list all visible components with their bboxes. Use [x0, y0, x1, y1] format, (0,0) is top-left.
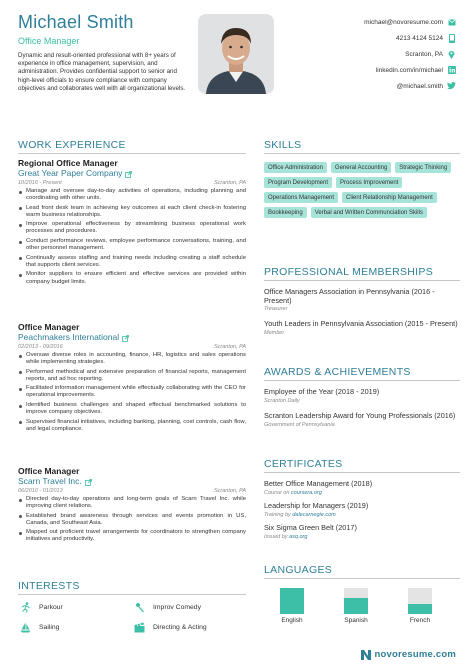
skill-tag: Process Improvement [336, 177, 402, 188]
section-title-memberships-text: PROFESSIONAL MEMBERSHIPS [264, 266, 434, 278]
job-bullet: Established brand awareness through services and events promotion in US, Canada, and Southeast Asia. [18, 513, 246, 527]
award-issuer: Government of Pennsylvania [264, 421, 335, 428]
contact-location-text: Scranton, PA [405, 50, 443, 58]
certificate-title: Leadership for Managers (2019) [264, 501, 369, 510]
skill-tag: General Accounting [331, 162, 391, 173]
job-dates: 02/2013 - 09/2016 [18, 344, 63, 350]
membership-item [264, 288, 460, 312]
job-bullet: Identified business challenges and shaped effectual benchmarked solutions to improve company objectives. [18, 402, 246, 416]
job-bullet: Continually assess staffing and training needs including creating a staff schedule that supports client services. [18, 255, 246, 269]
brand-name: novoresume.com [374, 648, 456, 660]
certificate-source [264, 490, 460, 496]
language-name: French [409, 617, 431, 624]
language-name: Spanish [344, 617, 368, 624]
language-item [392, 588, 448, 624]
email-icon [447, 18, 456, 27]
microphone-icon [134, 602, 145, 613]
section-title-interests-text: INTERESTS [18, 580, 80, 592]
job-company-text: Scarn Travel Inc. [18, 476, 82, 486]
job-company[interactable] [18, 332, 246, 342]
certificate-title: Six Sigma Green Belt (2017) [264, 523, 357, 532]
contact-email[interactable] [286, 14, 456, 30]
skill-tag: Office Administration [264, 162, 327, 173]
language-level-bar [280, 588, 304, 614]
contact-phone-text: 4213 4124 5124 [396, 34, 443, 42]
section-title-awards-text: AWARDS & ACHIEVEMENTS [264, 366, 411, 378]
section-title-languages [264, 564, 460, 579]
language-item [264, 588, 320, 624]
job-meta [18, 488, 246, 494]
clapperboard-icon [134, 622, 145, 633]
job-entry [18, 322, 246, 435]
candidate-role: Office Manager [18, 36, 80, 46]
job-title: Office Manager [18, 322, 80, 332]
skill-tag: Client Relationship Management [342, 192, 437, 203]
language-level-bar [344, 588, 368, 614]
language-level-fill [344, 598, 368, 614]
runner-icon [20, 602, 31, 613]
job-company-text: Peachmakers International [18, 332, 120, 342]
contact-twitter[interactable] [286, 78, 456, 94]
job-bullet: Lead front desk team in achieving key outcomes at each client check-in fostering warm business relationships. [18, 205, 246, 219]
interest-label: Improv Comedy [153, 604, 201, 611]
summary-text: Dynamic and result-oriented professional with 8+ years of experience in office management, supervision, and administration. Provides confidential support to senior and high-level officials to ensure compliance with company objectives and collaborates well with all organizational levels. [18, 52, 186, 92]
certificate-source [264, 534, 460, 540]
language-list [264, 588, 460, 624]
phone-icon [447, 34, 456, 43]
job-bullets [18, 188, 246, 286]
job-bullet: Supervised financial initiatives, including banking, planning, cost controls, cash flow, and legal compliance. [18, 419, 246, 433]
membership-item [264, 320, 460, 336]
skills-list [264, 162, 460, 218]
membership-title: Youth Leaders in Pennsylvania Association (2015 - Present) [264, 319, 458, 328]
job-location: Scranton, PA [214, 180, 246, 186]
job-dates: 10/2016 - Present [18, 180, 62, 186]
sailboat-icon [20, 622, 31, 633]
certificate-link[interactable]: coursera.org [290, 489, 322, 496]
job-entry [18, 158, 246, 288]
language-name: English [281, 617, 303, 624]
section-title-languages-text: LANGUAGES [264, 564, 333, 576]
job-company[interactable] [18, 168, 246, 178]
job-meta [18, 344, 246, 350]
certificate-item [264, 524, 460, 540]
interest-label: Sailing [39, 624, 60, 631]
contact-twitter-text: @michael.smith [396, 82, 443, 90]
interest-item [20, 602, 63, 613]
certificate-item [264, 502, 460, 518]
job-location: Scranton, PA [214, 488, 246, 494]
job-bullet: Oversaw diverse roles in accounting, finance, HR, logistics and sales operations while implementing strategies. [18, 352, 246, 366]
skill-tag: Verbal and Written Communciation Skills [311, 207, 427, 218]
job-company[interactable] [18, 476, 246, 486]
novoresume-logo-icon [360, 648, 372, 660]
job-company-text: Great Year Paper Company [18, 168, 123, 178]
external-link-icon [85, 478, 92, 485]
award-item [264, 412, 460, 428]
skill-tag: Bookkeeping [264, 207, 307, 218]
contact-email-text: michael@novoresume.com [364, 18, 443, 26]
certificate-link[interactable]: dalecarnegie.com [292, 511, 336, 518]
certificate-prefix: Course on [264, 489, 291, 496]
contact-linkedin[interactable] [286, 62, 456, 78]
section-title-skills-text: SKILLS [264, 139, 302, 151]
certificate-link[interactable]: asq.org [289, 533, 308, 540]
section-title-awards [264, 366, 460, 381]
certificate-prefix: Issued by [264, 533, 290, 540]
membership-title: Office Managers Association in Pennsylvania (2016 - Present) [264, 287, 435, 305]
job-title: Office Manager [18, 466, 80, 476]
membership-role: Treasurer [264, 306, 288, 312]
twitter-icon [447, 82, 456, 91]
location-icon [447, 50, 456, 59]
candidate-name: Michael Smith [18, 12, 134, 32]
job-bullets [18, 352, 246, 433]
brand-logo[interactable] [360, 648, 456, 660]
skill-tag: Strategic Thinking [395, 162, 451, 173]
contact-location [286, 46, 456, 62]
job-bullets [18, 496, 246, 544]
job-bullet: Facilitated information management while effectually collaborating with the CEO for operational improvements. [18, 385, 246, 399]
membership-role: Member [264, 329, 285, 336]
external-link-icon [125, 170, 132, 177]
interest-label: Directing & Acting [153, 624, 207, 631]
interest-label: Parkour [39, 604, 63, 611]
certificate-prefix: Training by [264, 511, 293, 518]
interest-item [20, 622, 59, 633]
language-level-bar [408, 588, 432, 614]
award-title: Scranton Leadership Award for Young Professionals (2016) [264, 411, 456, 420]
job-meta [18, 180, 246, 186]
contact-phone[interactable] [286, 30, 456, 46]
skill-tag: Program Development [264, 177, 332, 188]
section-title-memberships [264, 266, 460, 281]
job-dates: 06/2010 - 01/2013 [18, 488, 63, 494]
certificate-item [264, 480, 460, 496]
job-bullet: Mapped out proficient travel arrangements for coordinators to strengthen company initiatives and productivity. [18, 529, 246, 543]
job-entry [18, 466, 246, 546]
certificate-title: Better Office Management (2018) [264, 479, 373, 488]
linkedin-icon [447, 66, 456, 75]
job-bullet: Manage and oversee day-to-day activities of operations, including planning and coordinating with other units. [18, 188, 246, 202]
job-location: Scranton, PA [214, 344, 246, 350]
skill-tag: Operations Management [264, 192, 338, 203]
language-item [328, 588, 384, 624]
language-level-fill [408, 604, 432, 614]
section-title-work-text: WORK EXPERIENCE [18, 139, 126, 151]
external-link-icon [122, 334, 129, 341]
award-title: Employee of the Year (2018 - 2019) [264, 387, 380, 396]
interest-item [134, 622, 207, 633]
award-issuer: Scranton Daily [264, 397, 300, 404]
job-bullet: Performed methodical and extensive preparation of financial reports, management reports, and ad hoc reporting. [18, 369, 246, 383]
contact-linkedin-text: linkedin.com/in/michael [375, 66, 443, 74]
contact-list [286, 14, 456, 94]
job-bullet: Monitor suppliers to ensure efficient and effective services are provided within company budget limits. [18, 271, 246, 285]
interest-item [134, 602, 201, 613]
award-item [264, 388, 460, 404]
section-title-work [18, 139, 246, 154]
section-title-interests [18, 580, 246, 595]
section-title-certificates-text: CERTIFICATES [264, 458, 343, 470]
language-level-fill [280, 588, 304, 614]
job-bullet: Directed day-to-day operations and long-term goals of Scarn Travel Inc. while improving client relations. [18, 496, 246, 510]
job-bullet: Improve operational effectiveness by streamlining business operational work processes and procedures. [18, 221, 246, 235]
section-title-skills [264, 139, 460, 154]
profile-photo [198, 14, 274, 94]
section-title-certificates [264, 458, 460, 473]
job-bullet: Conduct performance reviews, employee performance conversations, training, and other personnel management. [18, 238, 246, 252]
certificate-source [264, 512, 460, 518]
job-title: Regional Office Manager [18, 158, 118, 168]
